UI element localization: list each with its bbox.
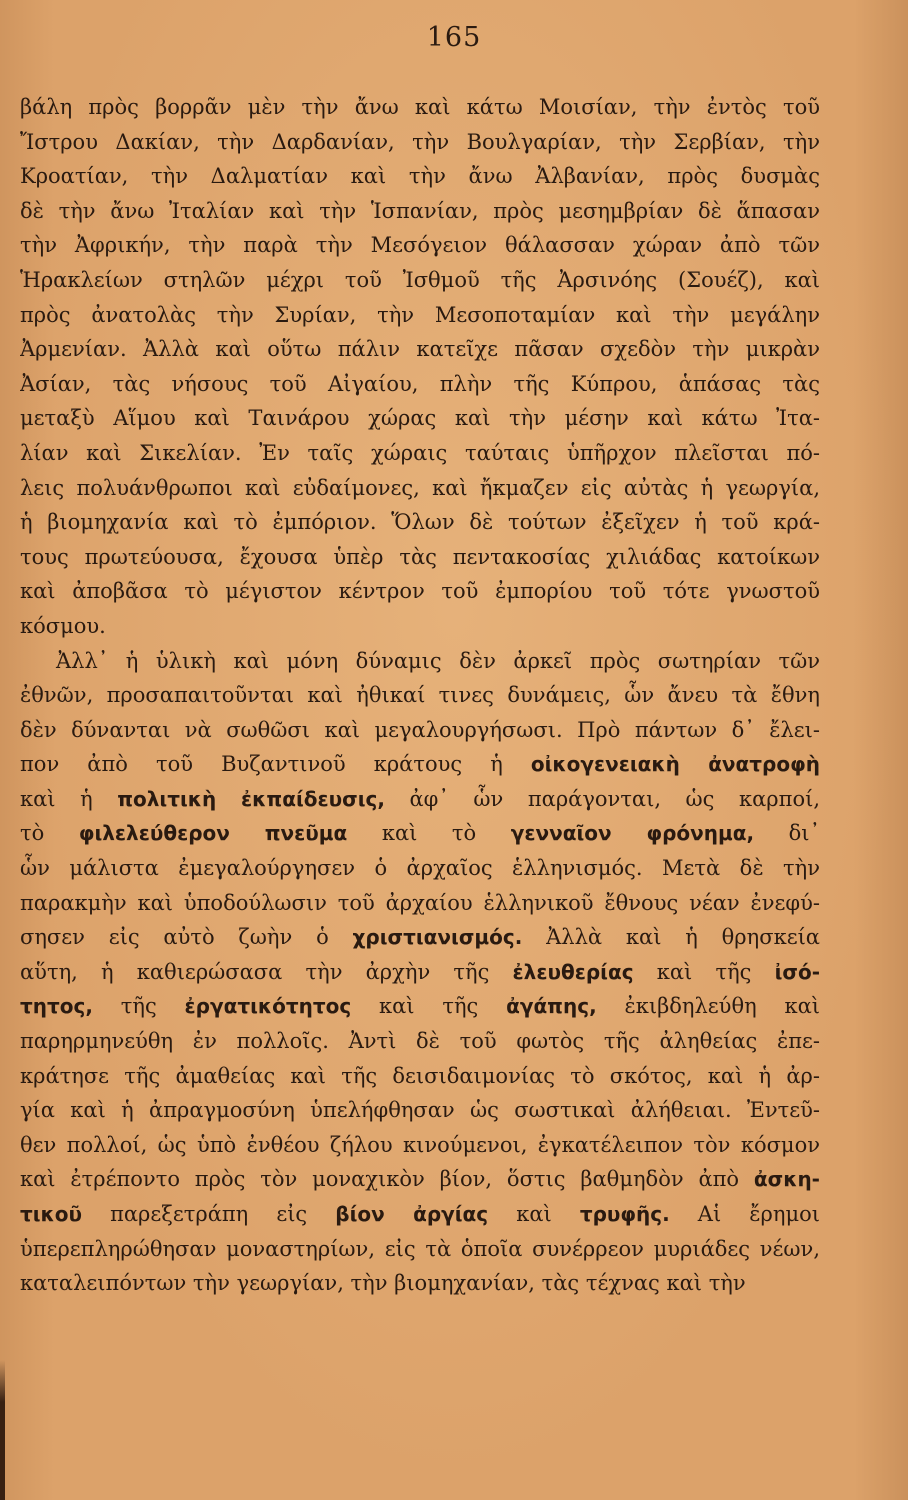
emphasized-phrase: τητος, <box>20 994 93 1019</box>
body-text <box>20 90 820 1301</box>
text-line: λίαν καὶ Σικελίαν. Ἐν ταῖς χώραις ταύταις ὑπῆρχον πλεῖσται πό- <box>20 440 820 465</box>
text-segment: σησεν εἰς αὐτὸ ζωὴν ὁ <box>20 925 353 950</box>
text-line: βάλη πρὸς βορρᾶν μὲν τὴν ἄνω καὶ κάτω Μοισίαν, τὴν ἐντὸς τοῦ <box>20 95 820 119</box>
emphasized-phrase: χριστιανισμός. <box>352 925 523 950</box>
text-line: κόσμου. <box>20 613 106 638</box>
emphasized-phrase: ἀσκη- <box>753 1167 820 1192</box>
text-line: Ἀλλ᾽ ἡ ὑλικὴ καὶ μόνη δύναμις δὲν ἀρκεῖ πρὸς σωτηρίαν τῶν <box>56 648 820 673</box>
text-line: Ἀρμενίαν. Ἀλλὰ καὶ οὕτω πάλιν κατεῖχε πᾶσαν σχεδὸν τὴν μικρὰν <box>20 337 820 362</box>
text-segment: παρεξετράπη εἰς <box>82 1202 336 1226</box>
text-line: παρακμὴν καὶ ὑποδούλωσιν τοῦ ἀρχαίου ἑλληνικοῦ ἔθνους νέαν ἐνεφύ- <box>20 890 820 915</box>
text-line <box>20 920 820 955</box>
emphasized-phrase: φιλελεύθερον πνεῦμα <box>78 821 348 846</box>
text-line: τὴν Ἀφρικήν, τὴν παρὰ τὴν Μεσόγειον θάλασσαν χώραν ἀπὸ τῶν <box>20 233 820 258</box>
text-line: πρὸς ἀνατολὰς τὴν Συρίαν, τὴν Μεσοποταμίαν καὶ τὴν μεγάλην <box>20 302 820 327</box>
text-line <box>20 782 820 817</box>
emphasized-phrase: τικοῦ <box>20 1202 83 1226</box>
text-line: καταλειπόντων τὴν γεωργίαν, τὴν βιομηχανίαν, τὰς τέχνας καὶ τὴν <box>20 1271 746 1296</box>
text-segment: αὕτη, ἡ καθιερώσασα τὴν ἀρχὴν τῆς <box>20 959 513 984</box>
text-line: ἐθνῶν, προσαπαιτοῦνται καὶ ἠθικαί τινες δυνάμεις, ὧν ἄνευ τὰ ἔθνη <box>20 683 820 708</box>
emphasized-phrase: οἰκογενειακὴ ἀνατροφὴ <box>530 752 820 777</box>
emphasized-phrase: βίον ἀργίας <box>335 1202 489 1226</box>
text-line: Κροατίαν, τὴν Δαλματίαν καὶ τὴν ἄνω Ἀλβανίαν, πρὸς δυσμὰς <box>20 164 820 189</box>
text-segment: τὸ <box>20 821 79 846</box>
emphasized-phrase: ἀγάπης, <box>506 994 597 1019</box>
text-line <box>20 747 820 782</box>
text-line: ἡ βιομηχανία καὶ τὸ ἐμπόριον. Ὅλων δὲ τούτων ἐξεῖχεν ἡ τοῦ κρά- <box>20 510 820 535</box>
text-line: καὶ ἀποβᾶσα τὸ μέγιστον κέντρον τοῦ ἐμπορίου τοῦ τότε γνωστοῦ <box>20 579 820 604</box>
text-segment: καὶ τῆς <box>351 994 507 1019</box>
text-segment: καὶ τὸ <box>347 821 511 846</box>
emphasized-phrase: τρυφῆς. <box>579 1202 670 1226</box>
text-segment: Αἱ ἔρημοι <box>669 1202 820 1226</box>
text-line: τους πρωτεύουσα, ἔχουσα ὑπὲρ τὰς πεντακοσίας χιλιάδας κατοίκων <box>20 544 820 569</box>
text-segment: ἐκιβδηλεύθη καὶ <box>596 994 820 1019</box>
text-line: κράτησε τῆς ἀμαθείας καὶ τῆς δεισιδαιμονίας τὸ σκότος, καὶ ἡ ἀρ- <box>20 1063 820 1088</box>
text-line <box>20 1162 820 1197</box>
text-segment: καὶ τῆς <box>633 959 775 984</box>
text-line <box>20 955 820 990</box>
text-segment: δι᾽ <box>754 821 820 846</box>
emphasized-phrase: ἐλευθερίας <box>512 959 634 984</box>
page-number: 165 <box>426 22 482 53</box>
emphasized-phrase: ἰσό- <box>774 959 820 984</box>
text-segment: πον ἀπὸ τοῦ Βυζαντινοῦ κράτους ἡ <box>20 752 531 777</box>
text-segment: ἀφ᾽ ὧν παράγονται, ὡς καρποί, <box>384 786 820 811</box>
emphasized-phrase: γενναῖον φρόνημα, <box>510 821 755 846</box>
text-line: Ἴστρου Δακίαν, τὴν Δαρδανίαν, τὴν Βουλγαρίαν, τὴν Σερβίαν, τὴν <box>20 129 820 154</box>
page-binding-edge <box>0 1360 5 1500</box>
text-line: δὲν δύνανται νὰ σωθῶσι καὶ μεγαλουργήσωσι. Πρὸ πάντων δ᾽ ἔλει- <box>20 717 820 742</box>
text-segment: καὶ ἐτρέποντο πρὸς τὸν μοναχικὸν βίον, ὅστις βαθμηδὸν ἀπὸ <box>20 1167 754 1192</box>
text-line: λεις πολυάνθρωποι καὶ εὐδαίμονες, καὶ ἤκμαζεν εἰς αὐτὰς ἡ γεωργία, <box>20 475 820 500</box>
emphasized-phrase: ἐργατικότητος <box>184 994 352 1019</box>
text-line: παρηρμηνεύθη ἐν πολλοῖς. Ἀντὶ δὲ τοῦ φωτὸς τῆς ἀληθείας ἐπε- <box>20 1029 820 1054</box>
text-line: θεν πολλοί, ὡς ὑπὸ ἐνθέου ζήλου κινούμενοι, ἐγκατέλειπον τὸν κόσμον <box>20 1132 820 1157</box>
text-segment: καὶ <box>488 1202 580 1226</box>
text-line: δὲ τὴν ἄνω Ἰταλίαν καὶ τὴν Ἱσπανίαν, πρὸς μεσημβρίαν δὲ ἅπασαν <box>20 198 820 223</box>
emphasized-phrase: πολιτικὴ ἐκπαίδευσις, <box>117 786 385 811</box>
text-line: Ἡρακλείων στηλῶν μέχρι τοῦ Ἰσθμοῦ τῆς Ἀρσινόης (Σουέζ), καὶ <box>20 267 820 292</box>
text-line: Ἀσίαν, τὰς νήσους τοῦ Αἰγαίου, πλὴν τῆς Κύπρου, ἁπάσας τὰς <box>20 371 820 396</box>
text-line: γία καὶ ἡ ἀπραγμοσύνη ὑπελήφθησαν ὡς σωστικαὶ ἀλήθειαι. Ἐντεῦ- <box>20 1098 820 1123</box>
text-line <box>20 989 820 1024</box>
text-segment: Ἀλλὰ καὶ ἡ θρησκεία <box>522 925 820 950</box>
text-line <box>20 816 820 851</box>
text-segment: καὶ ἡ <box>20 786 118 811</box>
text-segment: τῆς <box>92 994 185 1019</box>
text-line <box>20 1197 820 1232</box>
text-line: μεταξὺ Αἵμου καὶ Ταινάρου χώρας καὶ τὴν μέσην καὶ κάτω Ἰτα- <box>20 406 820 431</box>
text-line: ὧν μάλιστα ἐμεγαλούργησεν ὁ ἀρχαῖος ἑλληνισμός. Μετὰ δὲ τὴν <box>20 856 820 881</box>
text-line: ὑπερεπληρώθησαν μοναστηρίων, εἰς τὰ ὁποῖα συνέρρεον μυριάδες νέων, <box>20 1236 820 1261</box>
